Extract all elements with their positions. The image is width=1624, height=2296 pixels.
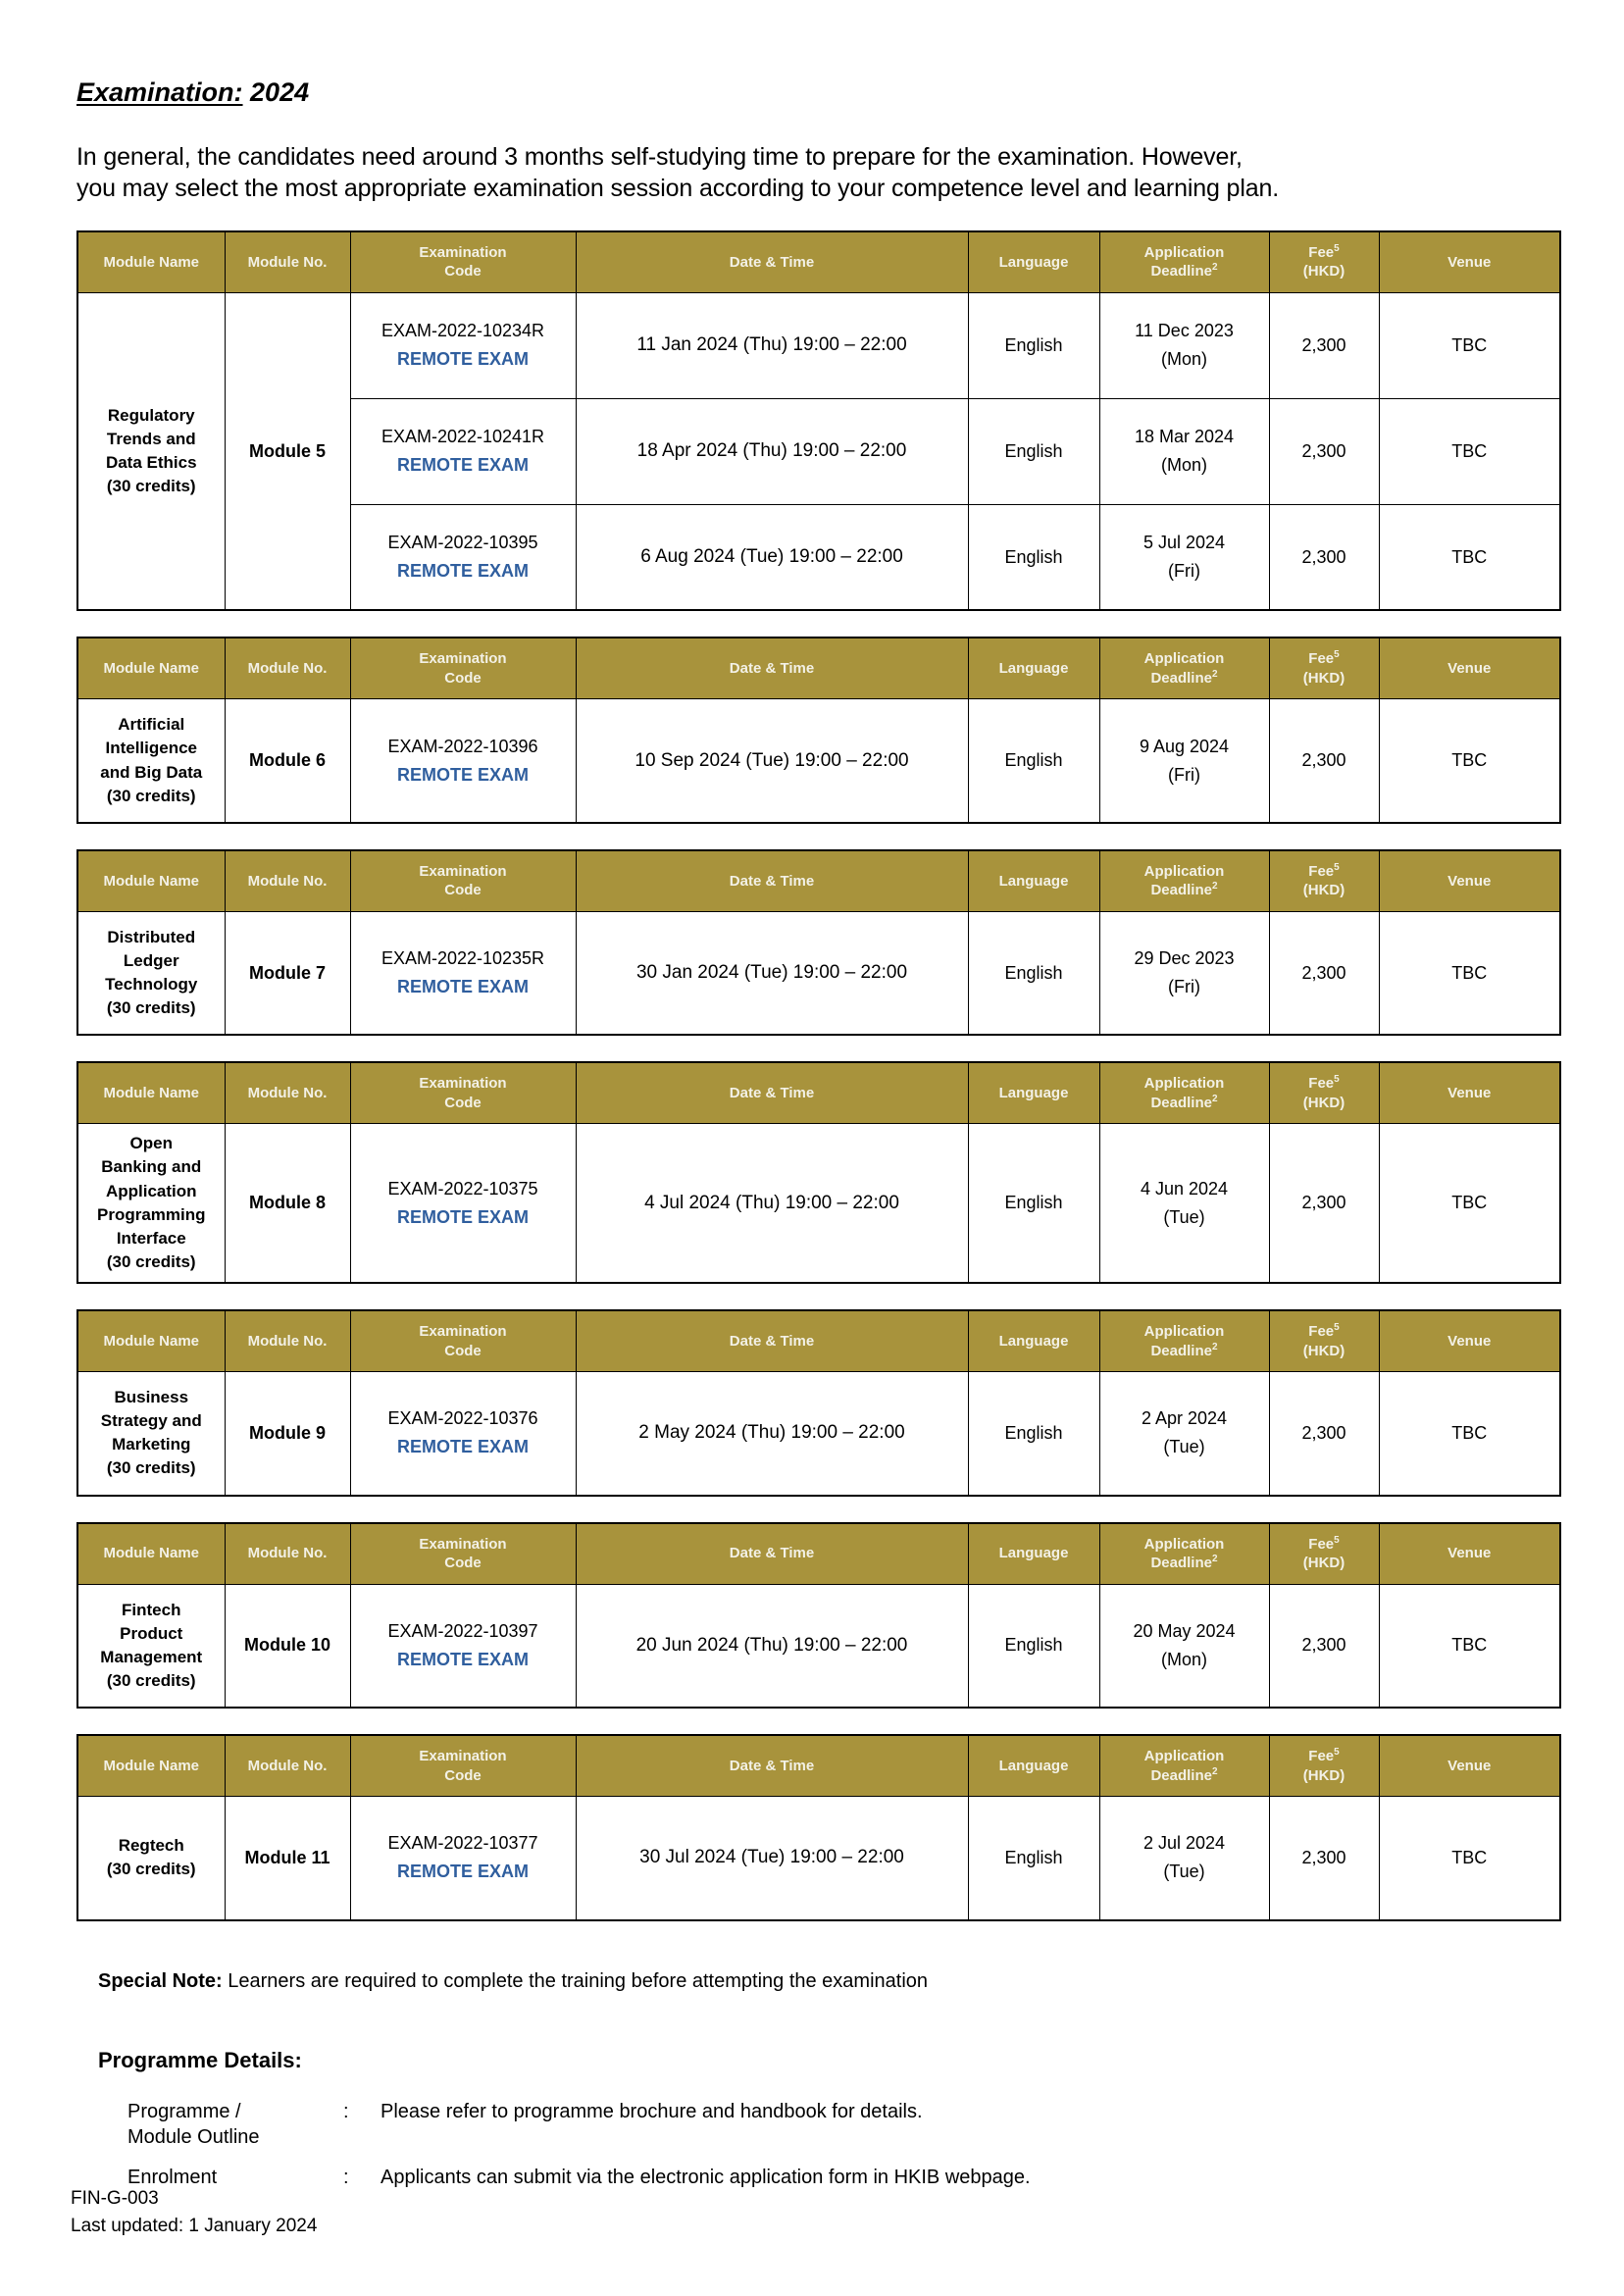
cell-exam-code: EXAM-2022-10395 REMOTE EXAM [350,504,576,610]
cell-venue: TBC [1379,1372,1560,1496]
document-footer [71,2185,317,2239]
column-header-deadline: Application Deadline$^2$ [1099,850,1269,912]
programme-detail-value: Applicants can submit via the electronic application form in HKIB webpage. [381,2166,1031,2188]
footer-last-updated: Last updated: 1 January 2024 [71,2215,318,2236]
cell-module-no: Module 11 [225,1797,350,1920]
remote-exam-badge: REMOTE EXAM [396,1206,529,1227]
table-row [77,1584,1560,1708]
table-header-row [77,850,1560,912]
column-header-date-time: Date & Time [576,1523,968,1585]
cell-application-deadline: 20 May 2024 (Mon) [1099,1584,1269,1708]
column-header-deadline: Application Deadline$^2$ [1099,231,1269,293]
column-header-exam-code: Examination Code [350,1735,576,1797]
column-header-exam-code: Examination Code [350,231,576,293]
cell-application-deadline: 5 Jul 2024 (Fri) [1099,504,1269,610]
table-row [77,1372,1560,1496]
footer-doc-code: FIN-G-003 [71,2188,159,2209]
column-header-module-name: Module Name [77,1735,225,1797]
cell-module-name: Regulatory Trends and Data Ethics (30 credits) [77,292,225,610]
column-header-language: Language [968,231,1099,293]
cell-exam-code: EXAM-2022-10377 REMOTE EXAM [350,1797,576,1920]
cell-fee: 2,300 [1269,911,1379,1035]
cell-application-deadline: 2 Apr 2024 (Tue) [1099,1372,1269,1496]
column-header-fee: Fee$^5$ (HKD) [1269,231,1379,293]
cell-exam-code: EXAM-2022-10375 REMOTE EXAM [350,1124,576,1283]
column-header-venue: Venue [1379,1735,1560,1797]
cell-language: English [968,504,1099,610]
table-header-row [77,638,1560,699]
column-header-date-time: Date & Time [576,1735,968,1797]
table-header-row [77,1310,1560,1372]
cell-language: English [968,398,1099,504]
column-header-module-name: Module Name [77,850,225,912]
cell-date-time: 2 May 2024 (Thu) 19:00 – 22:00 [576,1372,968,1496]
intro-line-1: In general, the candidates need around 3 months self-studying time to prepare for the examination. However, [76,142,1243,171]
column-header-module-no: Module No. [225,1735,350,1797]
cell-exam-code: EXAM-2022-10234R REMOTE EXAM [350,292,576,398]
cell-language: English [968,1584,1099,1708]
table-header-row [77,1523,1560,1585]
cell-exam-code: EXAM-2022-10396 REMOTE EXAM [350,699,576,823]
cell-module-name: Business Strategy and Marketing (30 credits) [77,1372,225,1496]
column-header-module-no: Module No. [225,1310,350,1372]
column-header-deadline: Application Deadline$^2$ [1099,1062,1269,1124]
column-header-fee: Fee$^5$ (HKD) [1269,638,1379,699]
column-header-venue: Venue [1379,1310,1560,1372]
cell-application-deadline: 9 Aug 2024 (Fri) [1099,699,1269,823]
column-header-deadline: Application Deadline$^2$ [1099,1735,1269,1797]
table-header-row [77,231,1560,293]
special-note-label: Special Note: [98,1969,223,1992]
cell-language: English [968,292,1099,398]
cell-application-deadline: 2 Jul 2024 (Tue) [1099,1797,1269,1920]
cell-module-no: Module 8 [225,1124,350,1283]
cell-date-time: 10 Sep 2024 (Tue) 19:00 – 22:00 [576,699,968,823]
table-header-row [77,1062,1560,1124]
programme-detail-colon: : [343,2100,349,2122]
programme-detail-label: Programme / Module Outline [127,2100,260,2149]
column-header-module-name: Module Name [77,1062,225,1124]
column-header-fee: Fee$^5$ (HKD) [1269,1310,1379,1372]
cell-venue: TBC [1379,911,1560,1035]
column-header-venue: Venue [1379,638,1560,699]
cell-venue: TBC [1379,504,1560,610]
column-header-language: Language [968,1310,1099,1372]
cell-module-name: Regtech (30 credits) [77,1797,225,1920]
cell-date-time: 6 Aug 2024 (Tue) 19:00 – 22:00 [576,504,968,610]
remote-exam-badge: REMOTE EXAM [396,561,529,581]
exam-schedule-table [76,1522,1561,1709]
cell-date-time: 30 Jul 2024 (Tue) 19:00 – 22:00 [576,1797,968,1920]
page-title-year: 2024 [242,77,310,107]
remote-exam-badge: REMOTE EXAM [396,764,529,785]
cell-module-no: Module 10 [225,1584,350,1708]
page-title-underlined: Examination: [76,77,243,107]
cell-exam-code: EXAM-2022-10397 REMOTE EXAM [350,1584,576,1708]
remote-exam-badge: REMOTE EXAM [396,977,529,996]
table-row [77,1124,1560,1283]
programme-detail-value: Please refer to programme brochure and handbook for details. [381,2100,923,2122]
column-header-module-name: Module Name [77,638,225,699]
cell-fee: 2,300 [1269,1584,1379,1708]
exam-schedule-table [76,849,1561,1037]
column-header-deadline: Application Deadline$^2$ [1099,1310,1269,1372]
cell-date-time: 30 Jan 2024 (Tue) 19:00 – 22:00 [576,911,968,1035]
cell-module-name: Open Banking and Application Programming Interface (30 credits) [77,1124,225,1283]
cell-application-deadline: 4 Jun 2024 (Tue) [1099,1124,1269,1283]
cell-language: English [968,1797,1099,1920]
column-header-exam-code: Examination Code [350,1523,576,1585]
remote-exam-badge: REMOTE EXAM [396,1649,529,1669]
cell-venue: TBC [1379,292,1560,398]
exam-tables-container [76,230,1559,1921]
intro-line-2: you may select the most appropriate examination session according to your competence level and learning plan. [76,175,1280,203]
column-header-module-no: Module No. [225,850,350,912]
cell-application-deadline: 18 Mar 2024 (Mon) [1099,398,1269,504]
cell-fee: 2,300 [1269,1797,1379,1920]
exam-schedule-table [76,1309,1561,1497]
cell-venue: TBC [1379,1584,1560,1708]
cell-exam-code: EXAM-2022-10376 REMOTE EXAM [350,1372,576,1496]
cell-application-deadline: 29 Dec 2023 (Fri) [1099,911,1269,1035]
programme-detail-colon: : [343,2166,349,2188]
column-header-deadline: Application Deadline$^2$ [1099,1523,1269,1585]
cell-venue: TBC [1379,1797,1560,1920]
cell-exam-code: EXAM-2022-10241R REMOTE EXAM [350,398,576,504]
cell-venue: TBC [1379,1124,1560,1283]
cell-fee: 2,300 [1269,1124,1379,1283]
column-header-date-time: Date & Time [576,638,968,699]
column-header-language: Language [968,1523,1099,1585]
column-header-fee: Fee$^5$ (HKD) [1269,1062,1379,1124]
cell-language: English [968,699,1099,823]
cell-fee: 2,300 [1269,1372,1379,1496]
programme-detail-label: Enrolment [127,2166,218,2188]
remote-exam-badge: REMOTE EXAM [396,349,529,370]
column-header-venue: Venue [1379,1062,1560,1124]
column-header-venue: Venue [1379,231,1560,293]
column-header-venue: Venue [1379,850,1560,912]
column-header-exam-code: Examination Code [350,1310,576,1372]
column-header-date-time: Date & Time [576,850,968,912]
table-row [77,1797,1560,1920]
column-header-date-time: Date & Time [576,1062,968,1124]
column-header-exam-code: Examination Code [350,850,576,912]
column-header-date-time: Date & Time [576,231,968,293]
cell-date-time: 18 Apr 2024 (Thu) 19:00 – 22:00 [576,398,968,504]
cell-date-time: 4 Jul 2024 (Thu) 19:00 – 22:00 [576,1124,968,1283]
column-header-venue: Venue [1379,1523,1560,1585]
cell-module-name: Artificial Intelligence and Big Data (30 credits) [77,699,225,823]
page-title [76,77,1559,110]
intro-paragraph [76,141,1548,205]
remote-exam-badge: REMOTE EXAM [396,1437,529,1457]
cell-fee: 2,300 [1269,398,1379,504]
programme-details-title: Programme Details: [98,2047,302,2072]
column-header-module-name: Module Name [77,231,225,293]
exam-schedule-table [76,637,1561,824]
column-header-module-name: Module Name [77,1310,225,1372]
column-header-language: Language [968,850,1099,912]
cell-language: English [968,911,1099,1035]
table-row [77,699,1560,823]
special-note [98,1968,1559,1995]
special-note-text: Learners are required to complete the training before attempting the examination [222,1969,929,1992]
cell-language: English [968,1372,1099,1496]
column-header-deadline: Application Deadline$^2$ [1099,638,1269,699]
cell-fee: 2,300 [1269,504,1379,610]
exam-schedule-table [76,1734,1561,1921]
column-header-module-no: Module No. [225,1062,350,1124]
cell-venue: TBC [1379,398,1560,504]
cell-fee: 2,300 [1269,292,1379,398]
cell-venue: TBC [1379,699,1560,823]
column-header-module-name: Module Name [77,1523,225,1585]
remote-exam-badge: REMOTE EXAM [396,455,529,476]
cell-date-time: 20 Jun 2024 (Thu) 19:00 – 22:00 [576,1584,968,1708]
column-header-language: Language [968,1735,1099,1797]
table-row [77,292,1560,398]
page-content [76,77,1559,2204]
column-header-fee: Fee$^5$ (HKD) [1269,1523,1379,1585]
cell-date-time: 11 Jan 2024 (Thu) 19:00 – 22:00 [576,292,968,398]
cell-module-name: Fintech Product Management (30 credits) [77,1584,225,1708]
cell-language: English [968,1124,1099,1283]
column-header-exam-code: Examination Code [350,638,576,699]
programme-detail-row [127,2099,1031,2165]
column-header-module-no: Module No. [225,638,350,699]
cell-application-deadline: 11 Dec 2023 (Mon) [1099,292,1269,398]
column-header-date-time: Date & Time [576,1310,968,1372]
remote-exam-badge: REMOTE EXAM [396,1862,529,1882]
column-header-module-no: Module No. [225,1523,350,1585]
table-row [77,911,1560,1035]
column-header-module-no: Module No. [225,231,350,293]
cell-module-no: Module 5 [225,292,350,610]
exam-schedule-table [76,1061,1561,1284]
cell-module-no: Module 9 [225,1372,350,1496]
column-header-exam-code: Examination Code [350,1062,576,1124]
cell-fee: 2,300 [1269,699,1379,823]
cell-module-no: Module 7 [225,911,350,1035]
cell-module-no: Module 6 [225,699,350,823]
cell-module-name: Distributed Ledger Technology (30 credits) [77,911,225,1035]
exam-schedule-table [76,230,1561,612]
column-header-fee: Fee$^5$ (HKD) [1269,1735,1379,1797]
column-header-language: Language [968,1062,1099,1124]
column-header-fee: Fee$^5$ (HKD) [1269,850,1379,912]
cell-exam-code: EXAM-2022-10235R REMOTE EXAM [350,911,576,1035]
column-header-language: Language [968,638,1099,699]
table-header-row [77,1735,1560,1797]
